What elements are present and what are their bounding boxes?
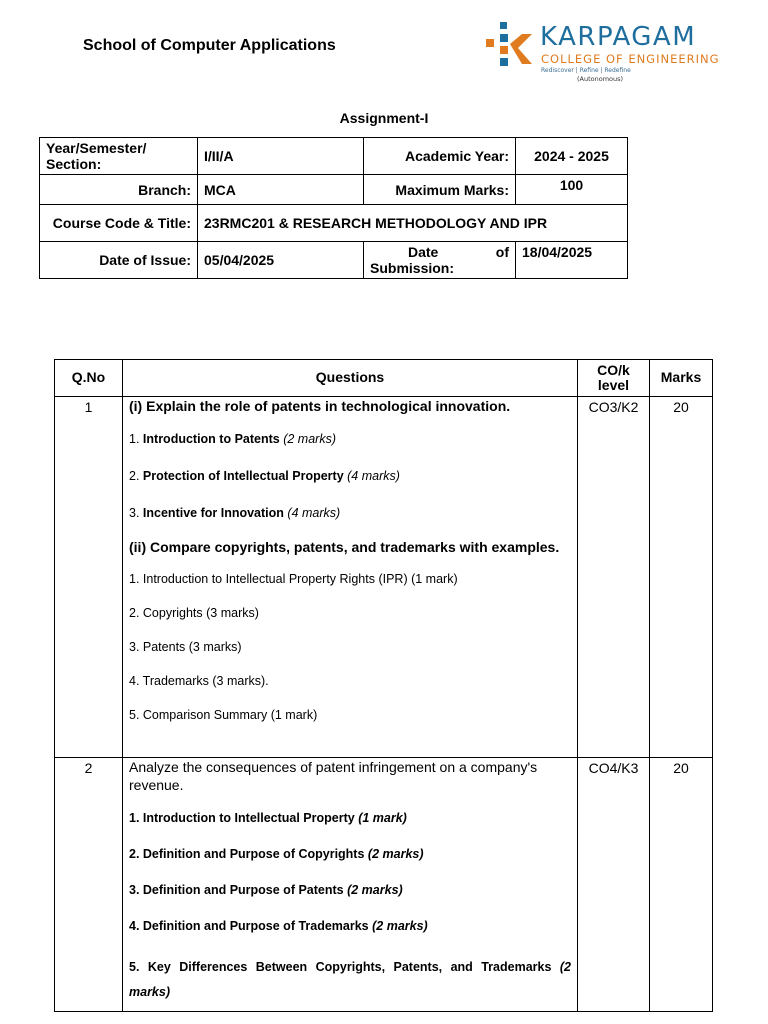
issue-label: Date of Issue:: [40, 242, 198, 279]
question-row-1: [55, 397, 713, 758]
q1-part2-item: 2. Copyrights (3 marks): [129, 606, 259, 620]
info-row: [40, 138, 628, 175]
item-text: Introduction to Patents: [142, 431, 280, 446]
q2-item: [129, 847, 571, 862]
year-label: Year/Semester/ Section:: [40, 138, 198, 175]
item-marks: (4 marks): [347, 468, 400, 483]
q1-part2-item: 1. Introduction to Intellectual Property Rights (IPR) (1 mark): [129, 572, 458, 586]
max-marks-label: Maximum Marks:: [364, 175, 516, 205]
q1-part1-item: [129, 506, 571, 521]
q1-part2-item: 3. Patents (3 marks): [129, 640, 242, 654]
q1-part2-item: 4. Trademarks (3 marks).: [129, 674, 269, 688]
header-co-level: CO/k level: [578, 360, 650, 397]
academic-year-label: Academic Year:: [364, 138, 516, 175]
q1-marks: 20: [650, 397, 713, 758]
logo-tagline: Rediscover | Refine | Redefine: [541, 67, 631, 74]
q2-number: 2: [55, 758, 123, 1012]
item-text: 2. Definition and Purpose of Copyrights: [129, 847, 365, 861]
item-marks: (1 mark): [358, 811, 407, 825]
q2-co-level: CO4/K3: [578, 758, 650, 1012]
q2-title: Analyze the consequences of patent infringement on a company's revenue.: [129, 759, 538, 793]
item-num: 3.: [129, 505, 140, 520]
q1-number: 1: [55, 397, 123, 758]
submission-label-word3: Submission:: [370, 260, 455, 277]
issue-value: 05/04/2025: [198, 242, 364, 279]
question-row-2: [55, 758, 713, 1012]
q2-item: [129, 919, 571, 934]
q1-part1-item: [129, 469, 571, 484]
q2-item: [129, 955, 571, 1005]
submission-label: [364, 242, 516, 279]
assignment-title: Assignment-I: [339, 110, 429, 126]
max-marks-value: 100: [516, 175, 628, 205]
q2-item: [129, 811, 571, 826]
header-questions: Questions: [123, 360, 578, 397]
q1-part1-title: (i) Explain the role of patents in technological innovation.: [129, 398, 511, 414]
item-text: Protection of Intellectual Property: [142, 468, 344, 483]
q2-item: [129, 883, 571, 898]
info-row: [40, 175, 628, 205]
q1-content: [123, 397, 578, 758]
header-marks: Marks: [650, 360, 713, 397]
college-logo: [482, 18, 727, 82]
branch-value: MCA: [198, 175, 364, 205]
school-title: School of Computer Applications: [83, 37, 336, 54]
item-num: 1.: [129, 431, 140, 446]
course-value: 23RMC201 & RESEARCH METHODOLOGY AND IPR: [198, 205, 628, 242]
item-text: 5. Key Differences Between Copyrights, Patents, and Trademarks: [129, 960, 552, 974]
q1-co-level: CO3/K2: [578, 397, 650, 758]
item-text: Incentive for Innovation: [142, 505, 284, 520]
q2-content: [123, 758, 578, 1012]
q1-part2-title: (ii) Compare copyrights, patents, and trademarks with examples.: [129, 538, 560, 555]
logo-subtitle: COLLEGE OF ENGINEERING: [541, 52, 720, 66]
item-marks: (4 marks): [287, 505, 341, 520]
q1-part1-item: [129, 432, 571, 447]
item-marks: (2 marks): [283, 431, 336, 446]
questions-header-row: [55, 360, 713, 397]
item-num: 2.: [129, 468, 140, 483]
course-label: Course Code & Title:: [40, 205, 198, 242]
item-text: 1. Introduction to Intellectual Property: [129, 811, 355, 825]
submission-label-word1: Date: [408, 244, 439, 261]
questions-table: [54, 359, 713, 1012]
item-text: 3. Definition and Purpose of Patents: [129, 883, 344, 897]
item-marks: (2 marks): [129, 960, 571, 999]
info-row: [40, 242, 628, 279]
header-qno: Q.No: [55, 360, 123, 397]
q1-part2-item: 5. Comparison Summary (1 mark): [129, 708, 318, 722]
item-marks: (2 marks): [372, 919, 428, 933]
logo-autonomous: (Autonomous): [577, 75, 624, 83]
info-row: [40, 205, 628, 242]
year-value: I/II/A: [198, 138, 364, 175]
item-text: 4. Definition and Purpose of Trademarks: [129, 919, 369, 933]
logo-name: KARPAGAM: [540, 22, 697, 52]
submission-label-word2: of: [495, 244, 509, 261]
item-marks: (2 marks): [367, 847, 424, 861]
branch-label: Branch:: [40, 175, 198, 205]
academic-year-value: 2024 - 2025: [516, 138, 628, 175]
q2-marks: 20: [650, 758, 713, 1012]
info-table: [39, 137, 628, 279]
item-marks: (2 marks): [347, 883, 403, 897]
submission-value: 18/04/2025: [516, 242, 628, 279]
logo-mark-icon: [482, 22, 538, 74]
